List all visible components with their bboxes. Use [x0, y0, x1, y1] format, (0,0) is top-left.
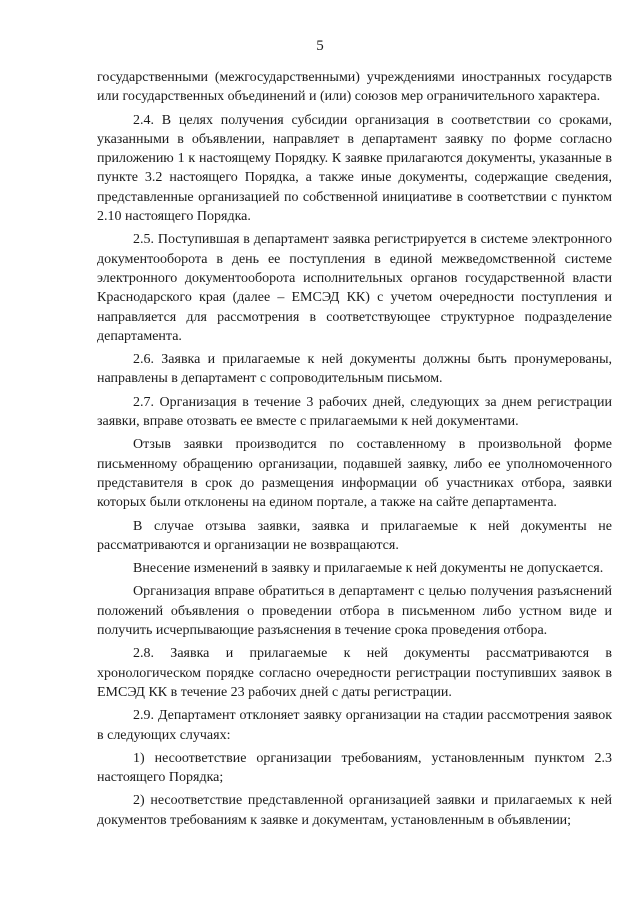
paragraph-2-5: 2.5. Поступившая в департамент заявка регистрируется в системе электронного документооборота в день ее поступления в единой межведомственной системе электронного документооборота исполнительных органов государственной власти Краснодарского края (далее – ЕМСЭД КК) с учетом очередности поступления и направляется для рассмотрения в соответствующее структурное подразделение департамента.	[97, 232, 612, 344]
list-item-2: 2) несоответствие представленной организацией заявки и прилагаемых к ней документов требованиям к заявке и документам, установленным в объявлении;	[97, 793, 612, 828]
document-body	[97, 68, 612, 834]
paragraph-clarifications: Организация вправе обратиться в департамент с целью получения разъяснений положений объявления о проведении отбора в письменном либо устном виде и получить исчерпывающие разъяснения в течение срока проведения отбора.	[97, 584, 612, 639]
paragraph-2-4: 2.4. В целях получения субсидии организация в соответствии со сроками, указанными в объявлении, направляет в департамент заявку по форме согласно приложению 1 к настоящему Порядку. К заявке прилагаются документы, указанные в пункте 3.2 настоящего Порядка, а также иные документы, содержащие сведения, представленные организацией по собственной инициативе в соответствии с пунктом 2.10 настоящего Порядка.	[97, 112, 612, 225]
paragraph-withdrawal: Отзыв заявки производится по составленному в произвольной форме письменному обращению организации, подавшей заявку, либо ее уполномоченного представителя в срок до размещения информации об участниках отбора, заявки которых были отклонены на едином портале, а также на сайте департамента.	[97, 437, 612, 511]
paragraph-2-7: 2.7. Организация в течение 3 рабочих дней, следующих за днем регистрации заявки, вправе отозвать ее вместе с прилагаемыми к ней документами.	[97, 394, 612, 430]
paragraph-no-changes: Внесение изменений в заявку и прилагаемые к ней документы не допускается.	[133, 561, 604, 577]
paragraph-2-9: 2.9. Департамент отклоняет заявку организации на стадии рассмотрения заявок в следующих случаях:	[97, 708, 612, 743]
page-number: 5	[316, 38, 324, 54]
paragraph-2-8: 2.8. Заявка и прилагаемые к ней документы рассматриваются в хронологическом порядке согласно очередности регистрации поступивших заявок в ЕМСЭД КК в течение 23 рабочих дней с даты регистрации.	[97, 646, 612, 700]
paragraph-2-6: 2.6. Заявка и прилагаемые к ней документы должны быть пронумерованы, направлены в департамент с сопроводительным письмом.	[97, 352, 612, 387]
list-item-1: 1) несоответствие организации требованиям, установленным пунктом 2.3 настоящего Порядка;	[97, 750, 612, 786]
paragraph-withdrawal-case: В случае отзыва заявки, заявка и прилагаемые к ней документы не рассматриваются и организации не возвращаются.	[97, 518, 612, 553]
paragraph-continuation: государственными (межгосударственными) учреждениями иностранных государств или государственных объединений и (или) союзов мер ограничительного характера.	[97, 70, 612, 105]
